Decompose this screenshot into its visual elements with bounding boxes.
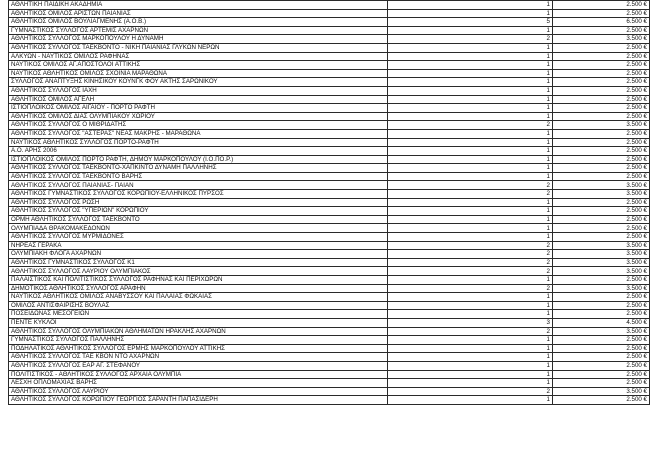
count-cell[interactable]: 2 xyxy=(388,35,553,44)
club-name-cell[interactable]: ΑΘΛΗΤΙΚΟΣ ΣΥΛΛΟΓΟΣ ΙΑΧΗ xyxy=(9,86,388,95)
club-name-cell[interactable]: ΟΜΙΛΟΣ ΑΝΤΙΣΦΑΙΡΙΣΗΣ ΒΟΥΛΑΣ xyxy=(9,301,388,310)
club-name-cell[interactable]: ΑΘΛΗΤΙΚΟΣ ΣΥΛΛΟΓΟΣ ΟΛΥΜΠΙΑΚΩΝ ΑΘΛΗΜΑΤΩΝ ΗΡΑΚΛΗΣ ΑΧΑΡΝΩΝ xyxy=(9,327,388,336)
amount-cell[interactable]: 2.500 € xyxy=(553,86,650,95)
count-cell[interactable]: 2 xyxy=(388,181,553,190)
count-cell[interactable]: 1 xyxy=(388,353,553,362)
club-name-cell[interactable]: ΠΕΝΤΕ ΚΥΚΛΟΙ xyxy=(9,318,388,327)
table-row xyxy=(9,396,650,405)
clubs-table xyxy=(8,0,650,405)
table-row xyxy=(9,69,650,78)
club-name-cell[interactable]: ΑΘΛΗΤΙΚΗ ΠΑΙΔΙΚΗ ΑΚΑΔΗΜΙΑ xyxy=(9,1,388,10)
count-cell[interactable]: 1 xyxy=(388,147,553,156)
count-cell[interactable]: 5 xyxy=(388,18,553,27)
table-row xyxy=(9,267,650,276)
club-name-cell[interactable]: Α.Ο. ΑΡΗΣ 2006 xyxy=(9,147,388,156)
amount-cell[interactable]: 2.500 € xyxy=(553,95,650,104)
count-cell[interactable]: 2 xyxy=(388,121,553,130)
amount-cell[interactable]: 3.500 € xyxy=(553,267,650,276)
amount-cell[interactable]: 2.500 € xyxy=(553,138,650,147)
table-row xyxy=(9,78,650,87)
club-name-cell[interactable]: ΑΘΛΗΤΙΚΟΣ ΣΥΛΛΟΓΟΣ ΚΟΡΩΠΙΟΥ ΓΕΩΡΓΙΟΣ ΣΑΡΑΝΤΗ ΠΑΠΑΣΙΔΕΡΗ xyxy=(9,396,388,405)
club-name-cell[interactable]: ΑΘΛΗΤΙΚΟΣ ΓΥΜΝΑΣΤΙΚΟΣ ΣΥΛΛΟΓΟΣ Κ1 xyxy=(9,258,388,267)
table-row xyxy=(9,353,650,362)
table-row xyxy=(9,147,650,156)
table-row xyxy=(9,250,650,259)
amount-cell[interactable]: 3.500 € xyxy=(553,190,650,199)
table-row xyxy=(9,310,650,319)
club-name-cell[interactable]: ΙΣΤΙΟΠΛΟΙΚΟΣ ΟΜΙΛΟΣ ΑΙΓΑΙΟΥ - ΠΟΡΤΟ ΡΑΦΤΗ xyxy=(9,104,388,113)
amount-cell[interactable]: 2.500 € xyxy=(553,276,650,285)
amount-cell[interactable]: 3.500 € xyxy=(553,181,650,190)
table-row xyxy=(9,379,650,388)
amount-cell[interactable]: 2.500 € xyxy=(553,26,650,35)
amount-cell[interactable]: 2.500 € xyxy=(553,344,650,353)
count-cell[interactable]: 1 xyxy=(388,344,553,353)
table-row xyxy=(9,387,650,396)
spreadsheet-sheet xyxy=(8,0,647,405)
count-cell[interactable]: 2 xyxy=(388,387,553,396)
table-row xyxy=(9,9,650,18)
table-row xyxy=(9,112,650,121)
table-row xyxy=(9,327,650,336)
amount-cell[interactable]: 3.500 € xyxy=(553,35,650,44)
club-name-cell[interactable]: ΑΘΛΗΤΙΚΟΣ ΣΥΛΛΟΓΟΣ ΛΑΥΡΙΟΥ xyxy=(9,387,388,396)
amount-cell[interactable]: 2.500 € xyxy=(553,207,650,216)
table-row xyxy=(9,198,650,207)
club-name-cell[interactable]: ΝΗΡΕΑΣ ΓΕΡΑΚΑ xyxy=(9,241,388,250)
table-row xyxy=(9,18,650,27)
count-cell[interactable]: 1 xyxy=(388,112,553,121)
club-name-cell[interactable]: ΝΑΥΤΙΚΟΣ ΟΜΙΛΟΣ ΑΓ.ΑΠΟΣΤΟΛΟΙ ΑΤΤΙΚΗΣ xyxy=(9,61,388,70)
table-row xyxy=(9,1,650,10)
club-name-cell[interactable]: ΑΘΛΗΤΙΚΟΣ ΣΥΛΛΟΓΟΣ ΛΑΥΡΙΟΥ ΟΛΥΜΠΙΑΚΟΣ xyxy=(9,267,388,276)
amount-cell[interactable]: 2.500 € xyxy=(553,301,650,310)
table-row xyxy=(9,207,650,216)
count-cell[interactable]: 2 xyxy=(388,250,553,259)
count-cell[interactable]: 1 xyxy=(388,138,553,147)
table-row xyxy=(9,276,650,285)
amount-cell[interactable]: 2.500 € xyxy=(553,43,650,52)
count-cell[interactable]: 1 xyxy=(388,69,553,78)
count-cell[interactable]: 1 xyxy=(388,104,553,113)
amount-cell[interactable]: 2.500 € xyxy=(553,52,650,61)
count-cell[interactable]: 1 xyxy=(388,215,553,224)
club-name-cell[interactable]: ΟΛΥΜΠΙΑΚΗ ΦΛΟΓΑ ΑΧΑΡΝΩΝ xyxy=(9,250,388,259)
amount-cell[interactable]: 2.500 € xyxy=(553,155,650,164)
count-cell[interactable]: 1 xyxy=(388,86,553,95)
amount-cell[interactable]: 2.500 € xyxy=(553,336,650,345)
count-cell[interactable]: 1 xyxy=(388,9,553,18)
table-row xyxy=(9,26,650,35)
club-name-cell[interactable]: ΑΘΛΗΤΙΚΟΣ ΣΥΛΛΟΓΟΣ ΤΑΕΚΒΟΝΤΟ-ΧΑΠΚΙΝΤΟ ΔΥΝΑΜΗ ΠΑΛΛΗΝΗΣ xyxy=(9,164,388,173)
amount-cell[interactable]: 2.500 € xyxy=(553,1,650,10)
table-row xyxy=(9,361,650,370)
club-name-cell[interactable]: ΑΘΛΗΤΙΚΟΣ ΣΥΛΛΟΓΟΣ ΤΑΕΚΒΟΝΤΟ - ΝΙΚΗ ΠΑΙΑΝΙΑΣ ΓΛΥΚΩΝ ΝΕΡΩΝ xyxy=(9,43,388,52)
table-row xyxy=(9,138,650,147)
count-cell[interactable]: 1 xyxy=(388,129,553,138)
count-cell[interactable]: 2 xyxy=(388,284,553,293)
club-name-cell[interactable]: ΑΛΚΥΩΝ - ΝΑΥΤΙΚΟΣ ΟΜΙΛΟΣ ΡΑΦΗΝΑΣ xyxy=(9,52,388,61)
table-row xyxy=(9,129,650,138)
club-name-cell[interactable]: ΝΑΥΤΙΚΟΣ ΑΘΛΗΤΙΚΟΣ ΟΜΙΛΟΣ ΑΝΑΒΥΣΣΟΥ ΚΑΙ ΠΑΛΑΙΑΣ ΦΩΚΑΙΑΣ xyxy=(9,293,388,302)
clubs-table-body xyxy=(9,1,650,405)
table-row xyxy=(9,233,650,242)
table-row xyxy=(9,241,650,250)
amount-cell[interactable]: 3.500 € xyxy=(553,121,650,130)
table-row xyxy=(9,370,650,379)
club-name-cell[interactable]: ΑΘΛΗΤΙΚΟΣ ΟΜΙΛΟΣ ΑΡΙΣΤΩΝ ΠΑΙΑΝΙΑΣ xyxy=(9,9,388,18)
count-cell[interactable]: 1 xyxy=(388,52,553,61)
count-cell[interactable]: 2 xyxy=(388,190,553,199)
amount-cell[interactable]: 2.500 € xyxy=(553,9,650,18)
club-name-cell[interactable]: ΙΣΤΙΟΠΛΟΙΚΟΣ ΟΜΙΛΟΣ ΠΟΡΤΟ ΡΑΦΤΗ, ΔΗΜΟΥ ΜΑΡΚΟΠΟΥΛΟΥ (Ι.Ο.ΠΟ.Ρ.) xyxy=(9,155,388,164)
amount-cell[interactable]: 3.500 € xyxy=(553,327,650,336)
club-name-cell[interactable]: ΑΘΛΗΤΙΚΟΣ ΣΥΛΛΟΓΟΣ ΤΑΕΚΒΟΝΤΟ ΒΑΡΗΣ xyxy=(9,172,388,181)
club-name-cell[interactable]: ΝΑΥΤΙΚΟΣ ΑΘΛΗΤΙΚΟΣ ΣΥΛΛΟΓΟΣ ΠΟΡΤΟ-ΡΑΦΤΗ xyxy=(9,138,388,147)
club-name-cell[interactable]: ΑΘΛΗΤΙΚΟΣ ΣΥΛΛΟΓΟΣ ΡΩΣΗ xyxy=(9,198,388,207)
table-row xyxy=(9,86,650,95)
count-cell[interactable]: 1 xyxy=(388,207,553,216)
count-cell[interactable]: 1 xyxy=(388,26,553,35)
amount-cell[interactable]: 2.500 € xyxy=(553,293,650,302)
amount-cell[interactable]: 2.500 € xyxy=(553,129,650,138)
amount-cell[interactable]: 3.500 € xyxy=(553,250,650,259)
table-row xyxy=(9,155,650,164)
table-row xyxy=(9,258,650,267)
club-name-cell[interactable]: ΑΘΛΗΤΙΚΟΣ ΟΜΙΛΟΣ ΑΓΕΛΗ xyxy=(9,95,388,104)
amount-cell[interactable]: 2.500 € xyxy=(553,164,650,173)
club-name-cell[interactable]: ΑΘΛΗΤΙΚΟΣ ΓΥΜΝΑΣΤΙΚΟΣ ΣΥΛΛΟΓΟΣ ΚΟΡΩΠΙΟΥ-ΕΛΛΗΝΙΚΟΣ ΠΥΡΣΟΣ xyxy=(9,190,388,199)
table-row xyxy=(9,293,650,302)
club-name-cell[interactable]: ΠΟΛΙΤΙΣΤΙΚΟΣ - ΑΘΛΗΤΙΚΟΣ ΣΥΛΛΟΓΟΣ ΑΡΧΑΙΑ ΟΛΥΜΠΙΑ xyxy=(9,370,388,379)
amount-cell[interactable]: 2.500 € xyxy=(553,379,650,388)
amount-cell[interactable]: 3.500 € xyxy=(553,258,650,267)
count-cell[interactable]: 2 xyxy=(388,267,553,276)
count-cell[interactable]: 3 xyxy=(388,318,553,327)
club-name-cell[interactable]: ΟΡΜΗ ΑΘΛΗΤΙΚΟΣ ΣΥΛΛΟΓΟΣ ΤΑΕΚΒΟΝΤΟ xyxy=(9,215,388,224)
amount-cell[interactable]: 3.500 € xyxy=(553,387,650,396)
table-row xyxy=(9,224,650,233)
table-row xyxy=(9,121,650,130)
club-name-cell[interactable]: ΛΕΣΧΗ ΟΠΛΟΜΑΧΙΑΣ ΒΑΡΗΣ xyxy=(9,379,388,388)
count-cell[interactable]: 1 xyxy=(388,95,553,104)
table-row xyxy=(9,104,650,113)
club-name-cell[interactable]: ΑΘΛΗΤΙΚΟΣ ΣΥΛΛΟΓΟΣ ΜΑΡΚΟΠΟΥΛΟΥ Η ΔΥΝΑΜΗ xyxy=(9,35,388,44)
count-cell[interactable]: 2 xyxy=(388,241,553,250)
count-cell[interactable]: 2 xyxy=(388,327,553,336)
club-name-cell[interactable]: ΔΗΜΟΤΙΚΟΣ ΑΘΛΗΤΙΚΟΣ ΣΥΛΛΟΓΟΣ ΑΡΑΦΗΝ xyxy=(9,284,388,293)
count-cell[interactable]: 1 xyxy=(388,379,553,388)
count-cell[interactable]: 1 xyxy=(388,336,553,345)
count-cell[interactable]: 1 xyxy=(388,301,553,310)
club-name-cell[interactable]: ΠΟΣΕΙΔΩΝΑΣ ΜΕΣΟΓΕΙΩΝ xyxy=(9,310,388,319)
amount-cell[interactable]: 2.500 € xyxy=(553,172,650,181)
club-name-cell[interactable]: ΓΥΜΝΑΣΤΙΚΟΣ ΣΥΛΛΟΓΟΣ ΠΑΛΛΗΝΗΣ xyxy=(9,336,388,345)
table-row xyxy=(9,172,650,181)
table-row xyxy=(9,52,650,61)
amount-cell[interactable]: 2.500 € xyxy=(553,310,650,319)
amount-cell[interactable]: 2.500 € xyxy=(553,69,650,78)
table-row xyxy=(9,35,650,44)
table-row xyxy=(9,301,650,310)
amount-cell[interactable]: 2.500 € xyxy=(553,353,650,362)
count-cell[interactable]: 1 xyxy=(388,43,553,52)
amount-cell[interactable]: 2.500 € xyxy=(553,198,650,207)
club-name-cell[interactable]: ΑΘΛΗΤΙΚΟΣ ΣΥΛΛΟΓΟΣ Ο ΜΙΘΡΙΔΑΤΗΣ xyxy=(9,121,388,130)
count-cell[interactable]: 1 xyxy=(388,293,553,302)
amount-cell[interactable]: 2.500 € xyxy=(553,112,650,121)
count-cell[interactable]: 1 xyxy=(388,164,553,173)
count-cell[interactable]: 1 xyxy=(388,1,553,10)
amount-cell[interactable]: 2.500 € xyxy=(553,147,650,156)
count-cell[interactable]: 1 xyxy=(388,233,553,242)
club-name-cell[interactable]: ΑΘΛΗΤΙΚΟΣ ΣΥΛΛΟΓΟΣ ΜΥΡΜΙΔΟΝΕΣ xyxy=(9,233,388,242)
club-name-cell[interactable]: ΑΘΛΗΤΙΚΟΣ ΣΥΛΛΟΓΟΣ ΤΑΕ ΚΒΟΝ ΝΤΟ ΑΧΑΡΝΩΝ xyxy=(9,353,388,362)
table-row xyxy=(9,43,650,52)
club-name-cell[interactable]: ΝΑΥΤΙΚΟΣ ΑΘΛΗΤΙΚΟΣ ΟΜΙΛΟΣ ΣΧΟΙΝΙΑ ΜΑΡΑΘΩΝΑ xyxy=(9,69,388,78)
amount-cell[interactable]: 3.500 € xyxy=(553,284,650,293)
amount-cell[interactable]: 2.500 € xyxy=(553,224,650,233)
club-name-cell[interactable]: ΣΥΛΛΟΓΟΣ ΑΝΑΠΤΥΞΗΣ ΚΙΝΗΣΙΚΟΥ ΚΟΥΝΓΚ ΦΟΥ ΑΚΤΗΣ ΣΑΡΩΝΙΚΟΥ xyxy=(9,78,388,87)
amount-cell[interactable]: 2.500 € xyxy=(553,215,650,224)
club-name-cell[interactable]: ΑΘΛΗΤΙΚΟΣ ΟΜΙΛΟΣ ΒΟΥΛΙΑΓΜΕΝΗΣ (Α.Ο.Β.) xyxy=(9,18,388,27)
count-cell[interactable]: 1 xyxy=(388,224,553,233)
amount-cell[interactable]: 3.500 € xyxy=(553,241,650,250)
count-cell[interactable]: 1 xyxy=(388,61,553,70)
amount-cell[interactable]: 2.500 € xyxy=(553,396,650,405)
club-name-cell[interactable]: ΑΘΛΗΤΙΚΟΣ ΟΜΙΛΟΣ ΔΙΑΣ ΟΛΥΜΠΙΑΚΟΥ ΧΩΡΙΟΥ xyxy=(9,112,388,121)
amount-cell[interactable]: 6.500 € xyxy=(553,18,650,27)
count-cell[interactable]: 1 xyxy=(388,155,553,164)
table-row xyxy=(9,215,650,224)
table-row xyxy=(9,318,650,327)
table-row xyxy=(9,181,650,190)
club-name-cell[interactable]: ΠΟΔΗΛΑΤΙΚΟΣ ΑΘΛΗΤΙΚΟΣ ΣΥΛΛΟΓΟΣ ΕΡΜΗΣ ΜΑΡΚΟΠΟΥΛΟΥ ΑΤΤΙΚΗΣ xyxy=(9,344,388,353)
table-row xyxy=(9,336,650,345)
amount-cell[interactable]: 2.500 € xyxy=(553,104,650,113)
club-name-cell[interactable]: ΟΛΥΜΠΙΑΔΑ ΘΡΑΚΟΜΑΚΕΔΟΝΩΝ xyxy=(9,224,388,233)
table-row xyxy=(9,190,650,199)
amount-cell[interactable]: 2.500 € xyxy=(553,61,650,70)
count-cell[interactable]: 1 xyxy=(388,370,553,379)
club-name-cell[interactable]: ΠΑΛΑΙΣΤΙΚΟΣ ΚΑΙ ΠΟΛΙΤΙΣΤΙΚΟΣ ΣΥΛΛΟΓΟΣ ΡΑΦΗΝΑΣ ΚΑΙ ΠΕΡΙΧΩΡΩΝ xyxy=(9,276,388,285)
club-name-cell[interactable]: ΑΘΛΗΤΙΚΟΣ ΣΥΛΛΟΓΟΣ ΕΑΡ ΑΓ. ΣΤΕΦΑΝΟΥ xyxy=(9,361,388,370)
table-row xyxy=(9,95,650,104)
count-cell[interactable]: 1 xyxy=(388,172,553,181)
amount-cell[interactable]: 4.500 € xyxy=(553,318,650,327)
count-cell[interactable]: 1 xyxy=(388,78,553,87)
amount-cell[interactable]: 2.500 € xyxy=(553,361,650,370)
club-name-cell[interactable]: ΓΥΜΝΑΣΤΙΚΟΣ ΣΥΛΛΟΓΟΣ ΑΡΤΕΜΙΣ ΑΧΑΡΝΩΝ xyxy=(9,26,388,35)
club-name-cell[interactable]: ΑΘΛΗΤΙΚΟΣ ΣΥΛΛΟΓΟΣ "ΥΠΕΡΙΩΝ" ΚΟΡΩΠΙΟΥ xyxy=(9,207,388,216)
table-row xyxy=(9,61,650,70)
count-cell[interactable]: 1 xyxy=(388,198,553,207)
count-cell[interactable]: 1 xyxy=(388,361,553,370)
table-row xyxy=(9,164,650,173)
amount-cell[interactable]: 2.500 € xyxy=(553,370,650,379)
count-cell[interactable]: 1 xyxy=(388,396,553,405)
table-row xyxy=(9,344,650,353)
count-cell[interactable]: 1 xyxy=(388,310,553,319)
amount-cell[interactable]: 2.500 € xyxy=(553,233,650,242)
count-cell[interactable]: 2 xyxy=(388,258,553,267)
count-cell[interactable]: 1 xyxy=(388,276,553,285)
club-name-cell[interactable]: ΑΘΛΗΤΙΚΟΣ ΣΥΛΛΟΓΟΣ ΠΑΙΑΝΙΑΣ- ΠΑΙΑΝ xyxy=(9,181,388,190)
table-row xyxy=(9,284,650,293)
club-name-cell[interactable]: ΑΘΛΗΤΙΚΟΣ ΣΥΛΛΟΓΟΣ "ΑΣΤΕΡΑΣ" ΝΕΑΣ ΜΑΚΡΗΣ - ΜΑΡΑΘΩΝΑ xyxy=(9,129,388,138)
amount-cell[interactable]: 2.500 € xyxy=(553,78,650,87)
